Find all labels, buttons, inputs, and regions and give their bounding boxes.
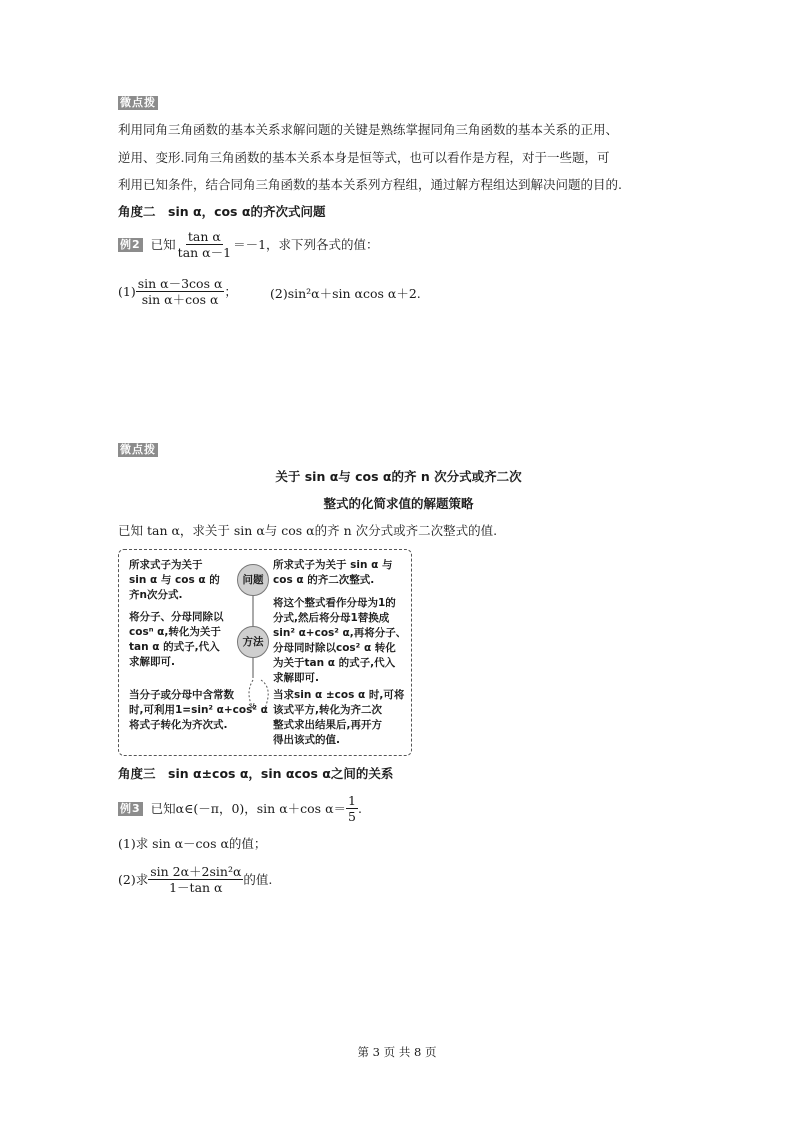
fraction-numerator: sin 2α＋2sin²α bbox=[150, 864, 242, 879]
tip-paragraph-line-3: 利用已知条件，结合同角三角函数的基本关系列方程组，通过解方程组达到解决问题的目的. bbox=[118, 177, 622, 192]
diagram-text-line: sin² α+cos² α,再将分子、 bbox=[273, 627, 407, 639]
diagram-text-line: 齐n次分式. bbox=[129, 589, 183, 601]
diagram-text-line: 求解即可. bbox=[273, 672, 319, 684]
diagram-left-top bbox=[129, 558, 220, 603]
example-2-pre: 已知 bbox=[150, 236, 176, 252]
diagram-text-line: 所求式子为关于 bbox=[129, 559, 203, 571]
example-2-question-2: (2)sin²α＋sin αcos α＋2. bbox=[270, 286, 421, 301]
fraction-denominator: sin α＋cos α bbox=[141, 292, 219, 307]
diagram-text-line: 所求式子为关于 sin α 与 bbox=[273, 559, 393, 571]
diagram-text-line: 整式求出结果后,再开方 bbox=[273, 719, 382, 731]
tip-paragraph-line-1: 利用同角三角函数的基本关系求解问题的关键是熟练掌握同角三角函数的基本关系的正用、 bbox=[118, 122, 619, 137]
tip-tag-2: 微点拨 bbox=[120, 443, 156, 456]
question-1-number: (1) bbox=[118, 283, 136, 299]
diagram-left-mid bbox=[129, 610, 224, 670]
problem-circle: 问题 bbox=[237, 564, 269, 596]
example-2-fraction bbox=[176, 229, 233, 260]
tip-tag-1: 微点拨 bbox=[120, 96, 156, 109]
diagram-text-line: 该式平方,转化为齐二次 bbox=[273, 704, 382, 716]
diagram-text-line: 求解即可. bbox=[129, 656, 175, 668]
diagram-text-line: 当求sin α ±cos α 时,可将 bbox=[273, 689, 405, 701]
page-footer: 第 3 页 共 8 页 bbox=[357, 1045, 437, 1059]
diagram-right-top bbox=[273, 558, 393, 588]
diagram-text-line: 将式子转化为齐次式. bbox=[129, 719, 228, 731]
diagram-text-line: cos α 的齐二次整式. bbox=[273, 574, 375, 586]
fraction-denominator: 1－tan α bbox=[169, 880, 223, 895]
diagram-text-line: tan α 的式子,代入 bbox=[129, 641, 220, 653]
diagram-text-line: 得出该式的值. bbox=[273, 734, 340, 746]
diagram-text-line: 当分子或分母中含常数 bbox=[129, 689, 234, 701]
diagram-text-line: cosⁿ α,转化为关于 bbox=[129, 626, 221, 638]
fraction-numerator: sin α－3cos α bbox=[137, 276, 223, 291]
fraction-denominator: tan α－1 bbox=[177, 245, 232, 260]
method-circle: 方法 bbox=[237, 626, 269, 658]
strategy-title-line-2: 整式的化简求值的解题策略 bbox=[323, 496, 474, 511]
diagram-text-line: 分母同时除以cos² α 转化 bbox=[273, 642, 396, 654]
question-2-number: (2)求 bbox=[118, 871, 149, 887]
diagram-right-mid bbox=[273, 596, 406, 686]
example-3-end: . bbox=[357, 800, 362, 816]
strategy-intro: 已知 tan α，求关于 sin α与 cos α的齐 n 次分式或齐二次整式的值. bbox=[118, 523, 498, 538]
diagram-text-line: 为关于tan α 的式子,代入 bbox=[273, 657, 396, 669]
example-3-question-1: (1)求 sin α－cos α的值； bbox=[118, 836, 267, 851]
diagram-text-line: 时,可利用1=sin² α+cos² α bbox=[129, 704, 268, 716]
example-3-statement bbox=[118, 793, 362, 824]
tip-paragraph-line-2: 逆用、变形.同角三角函数的基本关系本身是恒等式，也可以看作是方程，对于一些题，可 bbox=[118, 150, 610, 165]
diagram-text-line: 将分子、分母同除以 bbox=[129, 611, 224, 623]
example-3-question-2 bbox=[118, 864, 272, 895]
fraction-numerator: tan α bbox=[187, 229, 221, 244]
example-3-text: 已知α∈(－π，0)，sin α＋cos α＝ bbox=[150, 800, 347, 816]
example-2-statement bbox=[118, 229, 379, 260]
fraction-numerator: 1 bbox=[348, 793, 356, 808]
strategy-diagram bbox=[118, 549, 412, 756]
question-1-suffix: ； bbox=[224, 283, 237, 299]
strategy-title-line-1: 关于 sin α与 cos α的齐 n 次分式或齐二次 bbox=[275, 469, 522, 484]
diagram-right-bottom bbox=[273, 688, 404, 748]
diagram-text-line: sin α 与 cos α 的 bbox=[129, 574, 220, 586]
diagram-text-line: 将这个整式看作分母为1的 bbox=[273, 597, 396, 609]
question-2-suffix: 的值. bbox=[243, 871, 273, 887]
diagram-text-line: 分式,然后将分母1替换成 bbox=[273, 612, 390, 624]
example-3-fraction bbox=[346, 793, 358, 824]
fraction-denominator: 5 bbox=[348, 809, 356, 824]
example-2-question-1 bbox=[118, 276, 237, 307]
question-1-fraction bbox=[136, 276, 225, 307]
example-3-label: 例3 bbox=[120, 801, 141, 815]
example-2-post: ＝－1，求下列各式的值： bbox=[233, 236, 379, 252]
section-heading-angle-2: 角度二 sin α，cos α的齐次式问题 bbox=[118, 204, 326, 219]
section-heading-angle-3: 角度三 sin α±cos α，sin αcos α之间的关系 bbox=[118, 766, 394, 781]
diagram-left-bottom bbox=[129, 688, 268, 733]
example-2-label: 例2 bbox=[120, 237, 141, 251]
question-2-fraction bbox=[148, 864, 243, 895]
